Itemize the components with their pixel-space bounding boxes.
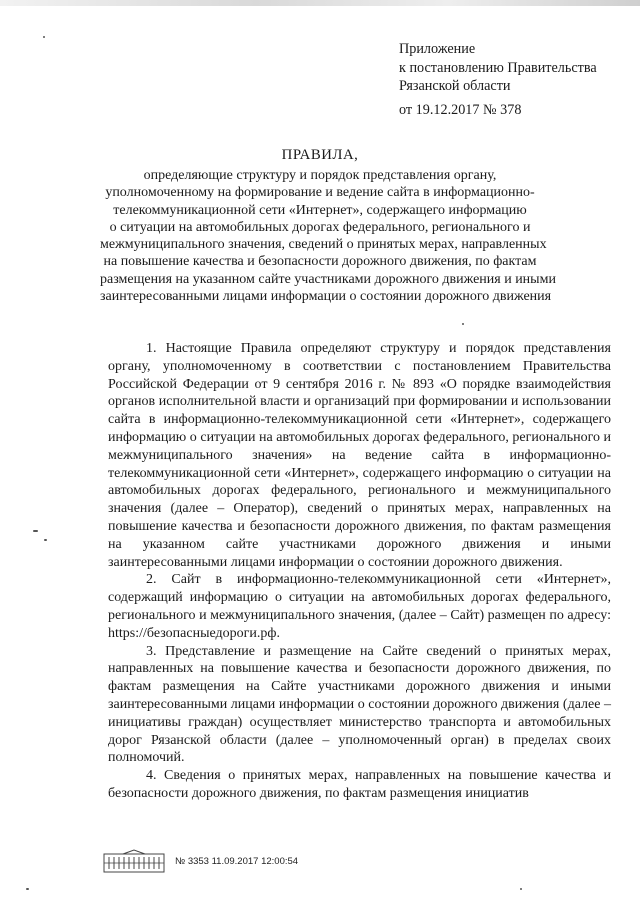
subtitle-line: заинтересованными лицами информации о состоянии дорожного движения [100,289,552,305]
subtitle-line: межмуниципального значения, сведений о принятых мерах, направленных [100,237,547,253]
subtitle-line: размещения на указанном сайте участниками дорожного движения и иными [100,271,556,287]
document-body [108,340,611,803]
paragraph-3: 3. Представление и размещение на Сайте сведений о принятых мерах, направленных на повышение качества и безопасности дорожного движения, по фактам размещения на Сайте участниками дорожного движения и иными заинтересованными лицами информации о состоянии дорожного движения (далее – инициативы граждан) осуществляет министерство транспорта и автомобильных дорог Рязанской области (далее – уполномоченный орган) в пределах своих полномочий. [108,643,611,766]
registration-number: № 3353 11.09.2017 12:00:54 [175,856,299,867]
subtitle-line: уполномоченному на формирование и ведение сайта в информационно- [105,185,535,201]
appendix-date: от 19.12.2017 № 378 [399,101,522,118]
registration-footer [103,849,363,877]
scan-speck [43,36,45,38]
scan-speck [44,539,47,541]
subtitle-line: определяющие структуру и порядок представления органу, [143,168,497,183]
appendix-line: Рязанской области [399,78,511,95]
subtitle-line: о ситуации на автомобильных дорогах федерального, регионального и [109,219,531,235]
paragraph-2: 2. Сайт в информационно-телекоммуникационной сети «Интернет», содержащий информацию о ситуации на автомобильных дорогах федерального, регионального и межмуниципального значения, (далее – Сайт) размещен по адресу: https://безопасныедороги.рф. [108,572,611,641]
scan-speck [462,323,464,325]
subtitle-line: на повышение качества и безопасности дорожного движения, по фактам [103,254,537,270]
document-title: ПРАВИЛА, [281,147,359,163]
document-subtitle [100,167,556,305]
appendix-line: Приложение [399,41,476,57]
subtitle-line: телекоммуникационной сети «Интернет», содержащего информацию [113,202,527,218]
paragraph-1: 1. Настоящие Правила определяют структуру и порядок представления органу, уполномоченному в соответствии с постановлением Правительства Российской Федерации от 9 сентября 2016 г. № 893 «О порядке взаимодействия органов исполнительной власти и организаций при формировании и использовании сайта в информационно-телекоммуникационной сети «Интернет», содержащего информацию о ситуации на автомобильных дорогах федерального, регионального и межмуниципального значения» на ведение сайта в информационно-телекоммуникационной сети «Интернет», содержащего информацию о ситуации на автомобильных дорогах федерального, регионального и межмуниципального значения (далее – Оператор), сведений о принятых мерах, направленных на повышение качества и безопасности дорожного движения, по фактам размещения на указанном сайте участниками дорожного движения и иными заинтересованными лицами информации о состоянии дорожного движения. [108,341,611,570]
scan-top-edge [0,0,640,6]
registry-stamp-icon [103,849,165,875]
paragraph-4: 4. Сведения о принятых мерах, направленных на повышение качества и безопасности дорожного движения, по фактам размещения инициатив [108,768,611,801]
appendix-block [399,40,597,119]
scan-speck [26,888,29,890]
appendix-line: к постановлению Правительства [399,59,597,76]
scan-speck [33,530,38,532]
scan-speck [520,888,522,890]
